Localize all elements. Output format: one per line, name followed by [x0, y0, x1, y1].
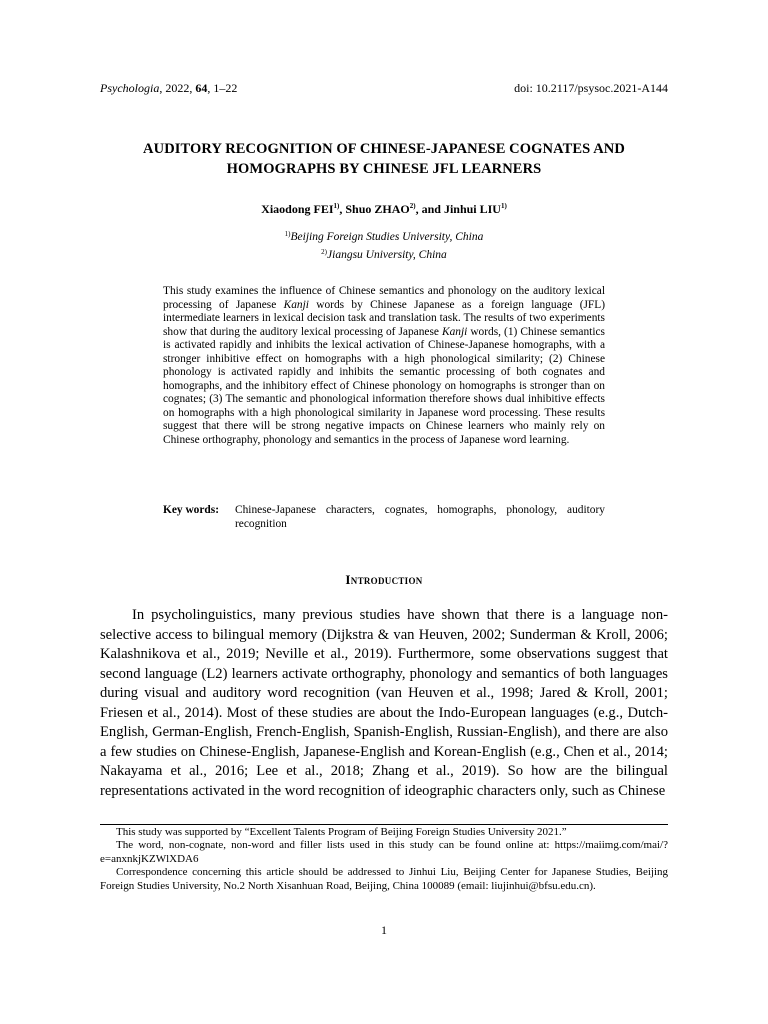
- footnote: This study was supported by “Excellent Talents Program of Beijing Foreign Studies University 2021.”: [116, 826, 567, 838]
- author-name: Xiaodong FEI: [261, 202, 334, 216]
- keywords-text: Chinese-Japanese characters, cognates, homographs, phonology, auditory recognition: [235, 504, 605, 530]
- affiliations: [80, 227, 688, 262]
- citation-year: , 2022,: [159, 81, 196, 95]
- affiliation: [80, 245, 688, 263]
- keywords: [163, 504, 605, 531]
- footnote: The word, non-cognate, non-word and filler lists used in this study can be found online at: https://maiimg.com/mai/?e=anxnkjKZWlXDA6: [100, 839, 668, 865]
- abstract-emphasis: Kanji: [441, 325, 468, 338]
- author-affil-mark: 1): [500, 202, 507, 210]
- title-line-2: HOMOGRAPHS BY CHINESE JFL LEARNERS: [226, 161, 542, 177]
- journal-name: Psychologia: [100, 81, 160, 95]
- author-list: [80, 199, 688, 216]
- citation-volume: 64: [195, 81, 208, 95]
- section-heading-introduction: Introduction: [345, 572, 423, 587]
- abstract-text: words, (1) Chinese semantics is activated rapidly and inhibits the lexical activation of Chinese-Japanese homographs, with a stronger inhibitive effect on homographs with a high phonological similarity; (2) Chinese phonology is activated rapidly and inhibits the semantic processing of both cognates and homographs, and the inhibitory effect of Chinese phonology on homographs is stronger than on cognates; (3) The semantic and phonological information therefore shows dual inhibitive effects on homographs with a high phonological similarity in Japanese word processing. These results suggest that there will be strong negative impacts on Chinese learners who mainly rely on Chinese orthography, phonology and semantics in the process of Japanese word learning.: [163, 325, 605, 447]
- affiliation-mark: 2): [321, 247, 328, 256]
- author-separator: , and: [415, 202, 444, 216]
- citation-pages: , 1–22: [207, 81, 238, 95]
- abstract: [163, 285, 605, 448]
- affiliation: [80, 227, 688, 245]
- abstract-emphasis: Kanji: [283, 298, 309, 311]
- affiliation-mark: 1): [284, 230, 291, 238]
- abstract-text: words by Chinese Japanese as a foreign language (JFL) intermediate learners in lexical decision task and translation task. The results of two experiments show that during the auditory lexical processing of Japanese: [163, 298, 606, 338]
- footnote-divider: [100, 824, 668, 825]
- author-name: Shuo ZHAO: [345, 202, 410, 216]
- author-affil-mark: 1): [333, 202, 340, 210]
- footnotes: [100, 826, 668, 893]
- page-number: 1: [381, 923, 387, 937]
- introduction-paragraph: In psycholinguistics, many previous studies have shown that there is a language non-selective access to bilingual memory (Dijkstra & van Heuven, 2002; Sunderman & Kroll, 2006; Kalashnikova et al., 2019; Neville et al., 2019). Furthermore, some observations suggest that second language (L2) learners activate orthography, phonology and semantics of both languages during visual and auditory word recognition (van Heuven et al., 1998; Jared & Kroll, 2001; Friesen et al., 2014). Most of these studies are about the Indo-European languages (e.g., Dutch-English, German-English, French-English, Spanish-English, Russian-English), and there are also a few studies on Chinese-English, Japanese-English and Korean-English (e.g., Chen et al., 2014; Nakayama et al., 2016; Lee et al., 2018; Zhang et al., 2019). So how are the bilingual representations activated in the word recognition of ideographic characters only, such as Chinese: [100, 607, 668, 799]
- author-name: Jinhui LIU: [443, 202, 501, 216]
- keywords-label: Key words:: [163, 504, 219, 516]
- author-separator: ,: [339, 202, 346, 216]
- author-affil-mark: 2): [409, 202, 416, 210]
- affiliation-text: Jiangsu University, China: [327, 248, 447, 261]
- abstract-text: This study examines the influence of Chinese semantics and phonology on the auditory lexical processing of Japanese: [163, 285, 605, 311]
- doi: doi: 10.2117/psysoc.2021-A144: [514, 81, 668, 95]
- footnote: Correspondence concerning this article should be addressed to Jinhui Liu, Beijing Center for Japanese Studies, Beijing Foreign Studies University, No.2 North Xisanhuan Road, Beijing, China 100089 (email: liujinhui@bfsu.edu.cn).: [100, 866, 668, 892]
- affiliation-text: Beijing Foreign Studies University, China: [290, 231, 484, 243]
- citation: [100, 81, 237, 95]
- article-title: [80, 139, 688, 179]
- title-line-1: AUDITORY RECOGNITION OF CHINESE-JAPANESE COGNATES AND: [143, 141, 625, 157]
